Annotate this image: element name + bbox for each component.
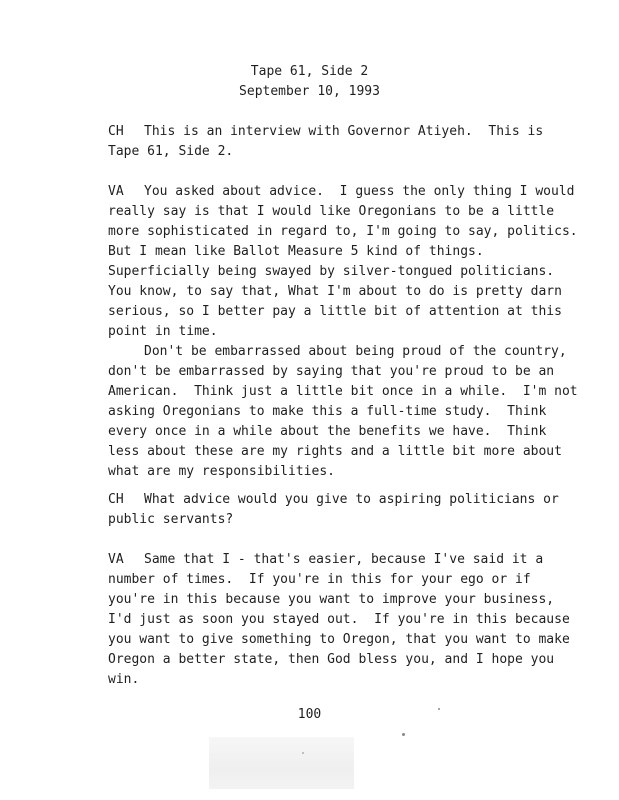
tape-label: Tape 61, Side 2 xyxy=(250,64,369,79)
speaker-label: CH xyxy=(108,492,124,507)
scan-artifact xyxy=(209,737,354,789)
paragraph-line: Superficially being swayed by silver-tongued politicians. xyxy=(108,264,555,279)
paragraph-line: number of times. If you're in this for your ego or if xyxy=(108,572,531,587)
speaker-label: VA xyxy=(108,552,124,567)
paragraph-line: every once in a while about the benefits we have. Think xyxy=(108,424,547,439)
paragraph-line xyxy=(108,182,578,202)
line-text: What advice would you give to aspiring politicians or xyxy=(144,492,559,507)
exchange-ch-intro xyxy=(108,122,578,162)
paragraph-line: really say is that I would like Oregonians to be a little xyxy=(108,204,555,219)
speaker-label: CH xyxy=(108,124,124,139)
exchange-va-advice xyxy=(108,182,578,482)
paragraph-line: don't be embarrassed by saying that you're proud to be an xyxy=(108,364,555,379)
line-text: This is an interview with Governor Atiyeh. This is xyxy=(144,124,544,139)
paragraph-line: win. xyxy=(108,672,140,687)
speaker-label: VA xyxy=(108,184,124,199)
paragraph-line: you want to give something to Oregon, that you want to make xyxy=(108,632,570,647)
paragraph-line: But I mean like Ballot Measure 5 kind of things. xyxy=(108,244,484,259)
paragraph-line xyxy=(108,342,578,362)
page-number: 100 xyxy=(297,707,322,722)
paragraph-line: less about these are my rights and a little bit more about xyxy=(108,444,562,459)
exchange-va-answer xyxy=(108,550,578,690)
session-date: September 10, 1993 xyxy=(239,84,380,99)
paragraph-line: Tape 61, Side 2. xyxy=(108,144,234,159)
scan-speck xyxy=(438,708,440,710)
paragraph-line: public servants? xyxy=(108,512,234,527)
line-text: Don't be embarrassed about being proud of the country, xyxy=(144,344,567,359)
paragraph-line: serious, so I better pay a little bit of attention at this xyxy=(108,304,562,319)
transcript-header xyxy=(0,62,619,102)
paragraph-line: Oregon a better state, then God bless you, and I hope you xyxy=(108,652,555,667)
paragraph-line xyxy=(108,122,578,142)
paragraph-line: asking Oregonians to make this a full-time study. Think xyxy=(108,404,547,419)
paragraph-line xyxy=(108,490,578,510)
line-text: You asked about advice. I guess the only thing I would xyxy=(144,184,575,199)
paragraph-line: you're in this because you want to improve your business, xyxy=(108,592,555,607)
paragraph-line: You know, to say that, What I'm about to do is pretty darn xyxy=(108,284,562,299)
line-text: Same that I - that's easier, because I've said it a xyxy=(144,552,544,567)
paragraph-line: I'd just as soon you stayed out. If you're in this because xyxy=(108,612,570,627)
paragraph-line: what are my responsibilities. xyxy=(108,464,335,479)
scan-speck xyxy=(302,752,304,754)
paragraph-line: more sophisticated in regard to, I'm going to say, politics. xyxy=(108,224,578,239)
exchange-ch-question xyxy=(108,490,578,530)
scan-speck xyxy=(402,733,405,736)
paragraph-line: American. Think just a little bit once in a while. I'm not xyxy=(108,384,578,399)
paragraph-line xyxy=(108,550,578,570)
paragraph-line: point in time. xyxy=(108,324,218,339)
